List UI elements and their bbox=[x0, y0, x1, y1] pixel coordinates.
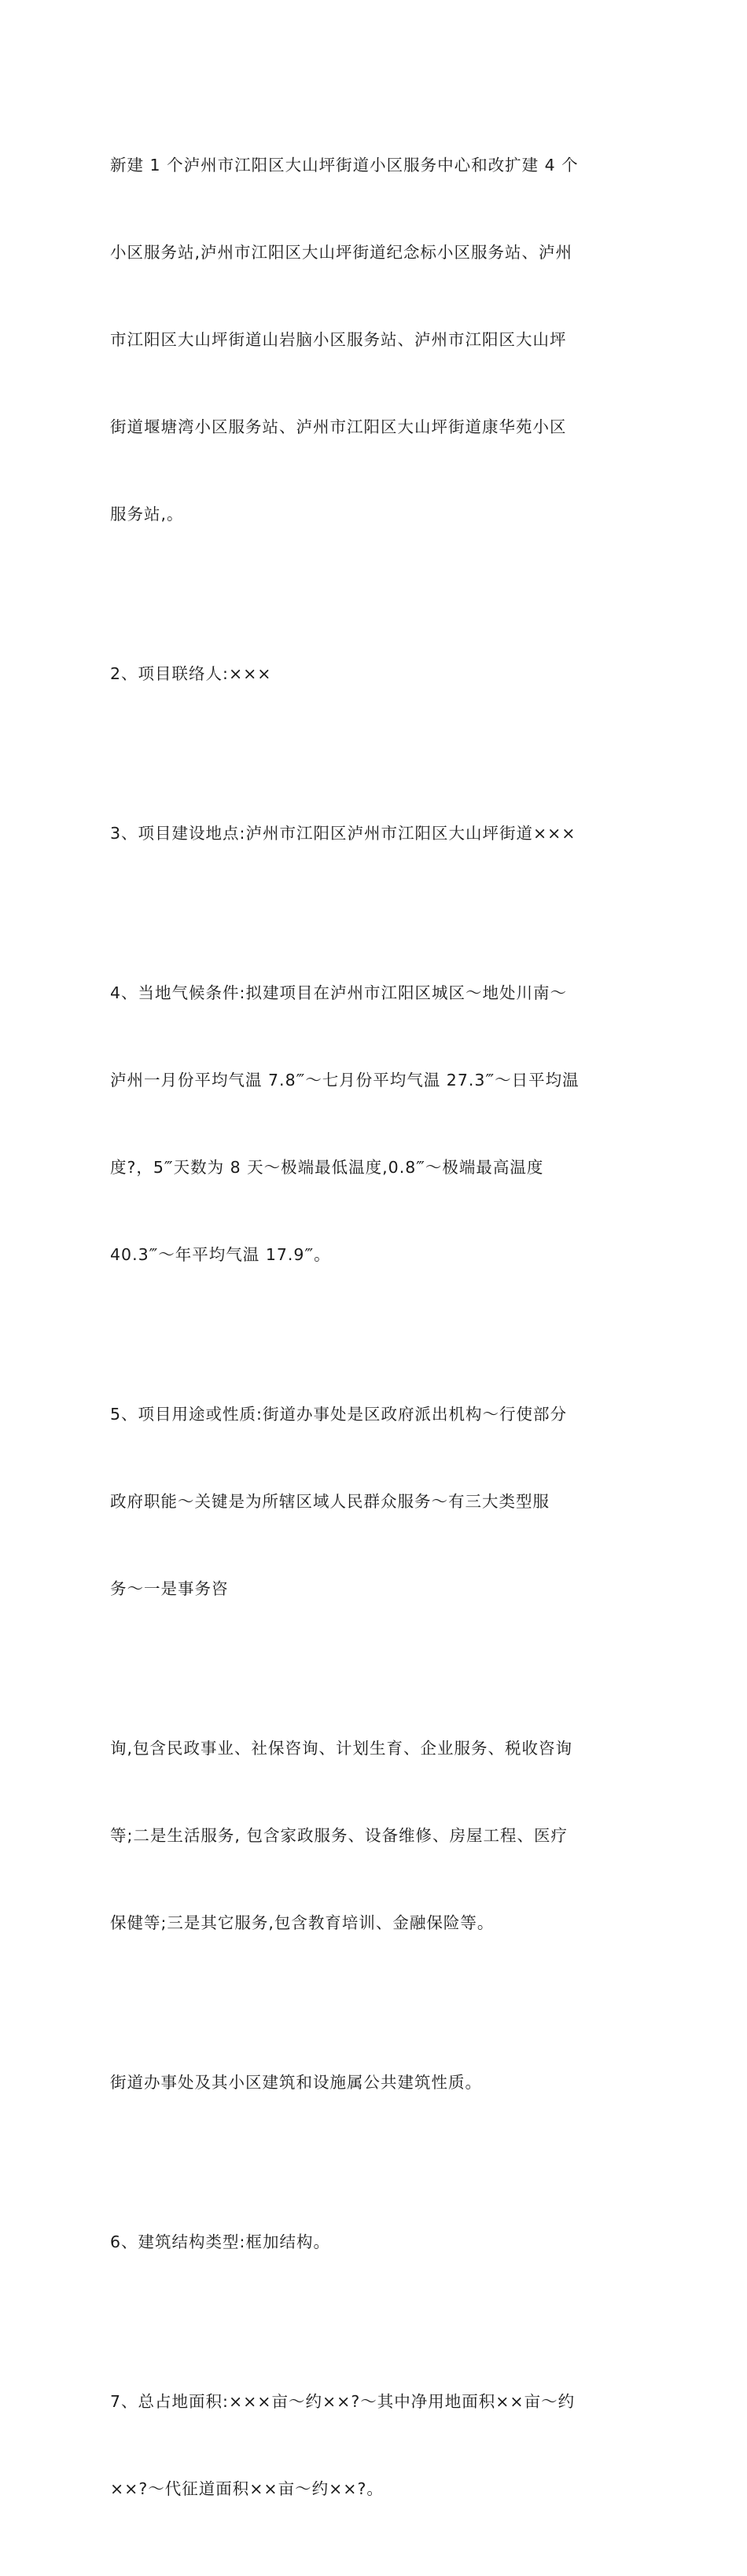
paragraph-building-nature bbox=[110, 2010, 635, 2155]
text-line: 7、总占地面积:×××亩～约××?～其中净用地面积××亩～约 bbox=[110, 2392, 576, 2411]
document-body bbox=[110, 93, 635, 2576]
text-line: 3、项目建设地点:泸州市江阳区泸州市江阳区大山坪街道××× bbox=[110, 824, 576, 843]
text-line: ××?～代征道面积××亩～约××?。 bbox=[110, 2479, 384, 2498]
paragraph-project-contact bbox=[110, 601, 635, 747]
text-line: 6、建筑结构类型:框加结构。 bbox=[110, 2232, 330, 2251]
paragraph-land-area bbox=[110, 2329, 635, 2562]
text-line: 政府职能～关键是为所辖区域人民群众服务～有三大类型服 bbox=[110, 1492, 550, 1511]
paragraph-service-types bbox=[110, 1676, 635, 1996]
text-line: 等;二是生活服务, 包含家政服务、设备维修、房屋工程、医疗 bbox=[110, 1826, 568, 1845]
text-line: 泸州一月份平均气温 7.8‴～七月份平均气温 27.3‴～日平均温 bbox=[110, 1071, 580, 1090]
text-line: 保健等;三是其它服务,包含教育培训、金融保险等。 bbox=[110, 1913, 495, 1932]
text-line: 询,包含民政事业、社保咨询、计划生育、企业服务、税收咨询 bbox=[110, 1739, 573, 1758]
paragraph-climate-conditions bbox=[110, 921, 635, 1328]
text-line: 街道办事处及其小区建筑和设施属公共建筑性质。 bbox=[110, 2073, 482, 2092]
text-line: 市江阳区大山坪街道山岩脑小区服务站、泸州市江阳区大山坪 bbox=[110, 330, 567, 349]
paragraph-service-centers bbox=[110, 93, 635, 587]
text-line: 度?，5‴天数为 8 天～极端最低温度,0.8‴～极端最高温度 bbox=[110, 1158, 544, 1177]
paragraph-structure-type bbox=[110, 2170, 635, 2315]
paragraph-project-location bbox=[110, 761, 635, 906]
text-line: 街道堰塘湾小区服务站、泸州市江阳区大山坪街道康华苑小区 bbox=[110, 417, 567, 436]
paragraph-project-purpose bbox=[110, 1342, 635, 1662]
text-line: 务～一是事务咨 bbox=[110, 1579, 229, 1598]
text-line: 2、项目联络人:××× bbox=[110, 664, 272, 683]
text-line: 服务站,。 bbox=[110, 505, 184, 524]
text-line: 4、当地气候条件:拟建项目在泸州市江阳区城区～地处川南～ bbox=[110, 983, 567, 1002]
text-line: 小区服务站,泸州市江阳区大山坪街道纪念标小区服务站、泸州 bbox=[110, 243, 573, 262]
text-line: 5、项目用途或性质:街道办事处是区政府派出机构～行使部分 bbox=[110, 1405, 567, 1424]
text-line: 新建 1 个泸州市江阳区大山坪街道小区服务中心和改扩建 4 个 bbox=[110, 156, 579, 175]
text-line: 40.3‴～年平均气温 17.9‴。 bbox=[110, 1245, 331, 1264]
